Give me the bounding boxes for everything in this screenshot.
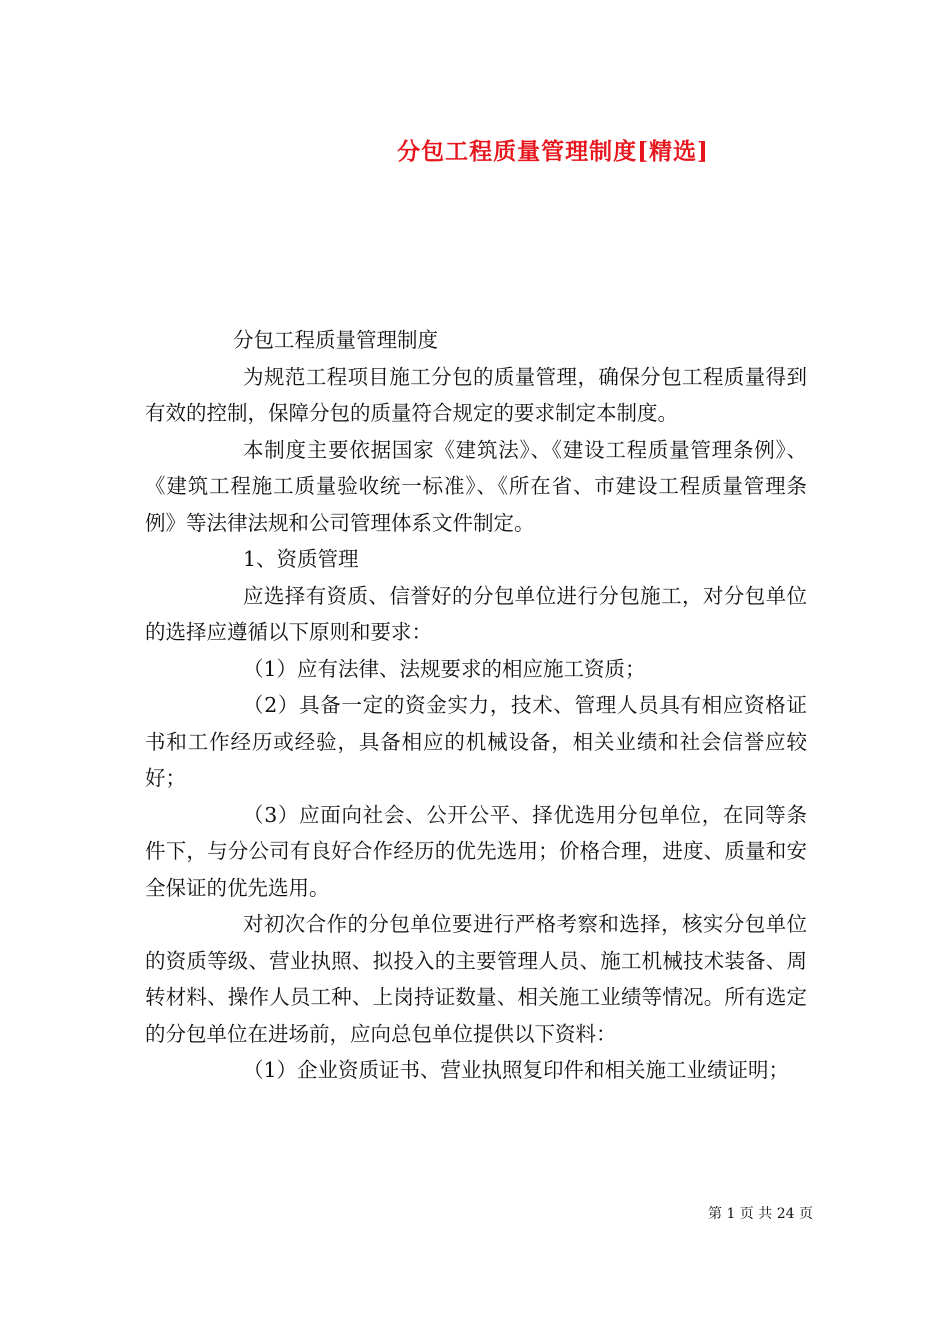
paragraph-purpose: 为规范工程项目施工分包的质量管理，确保分包工程质量得到有效的控制，保障分包的质量符合规定的要求制定本制度。 xyxy=(145,364,807,425)
list-item-1: （1）应有法律、法规要求的相应施工资质； xyxy=(243,656,646,681)
paragraph-first-cooperation: 对初次合作的分包单位要进行严格考察和选择，核实分包单位的资质等级、营业执照、拟投入的主要管理人员、施工机械技术装备、周转材料、操作人员工种、上岗持证数量、相关施工业绩等情况。所有选定的分包单位在进场前，应向总包单位提供以下资料： xyxy=(145,912,807,1046)
document-body xyxy=(145,322,807,1089)
section-title: 分包工程质量管理制度 xyxy=(233,328,438,352)
materials-item-1: （1）企业资质证书、营业执照复印件和相关施工业绩证明； xyxy=(243,1058,790,1082)
paragraph-selection: 应选择有资质、信誉好的分包单位进行分包施工，对分包单位的选择应遵循以下原则和要求： xyxy=(145,583,807,644)
document-title: 分包工程质量管理制度[精选] xyxy=(397,138,709,165)
heading-qualification: 1、资质管理 xyxy=(243,547,359,571)
list-item-2: （2）具备一定的资金实力，技术、管理人员具有相应资格证书和工作经历或经验，具备相应的机械设备，相关业绩和社会信誉应较好； xyxy=(145,693,807,790)
page-number: 第 1 页 共 24 页 xyxy=(708,1206,813,1222)
list-item-3: （3）应面向社会、公开公平、择优选用分包单位，在同等条件下，与分公司有良好合作经历的优先选用；价格合理，进度、质量和安全保证的优先选用。 xyxy=(145,802,807,900)
paragraph-basis: 本制度主要依据国家《建筑法》、《建设工程质量管理条例》、《建筑工程施工质量验收统一标准》、《所在省、市建设工程质量管理条例》等法律法规和公司管理体系文件制定。 xyxy=(145,437,807,535)
